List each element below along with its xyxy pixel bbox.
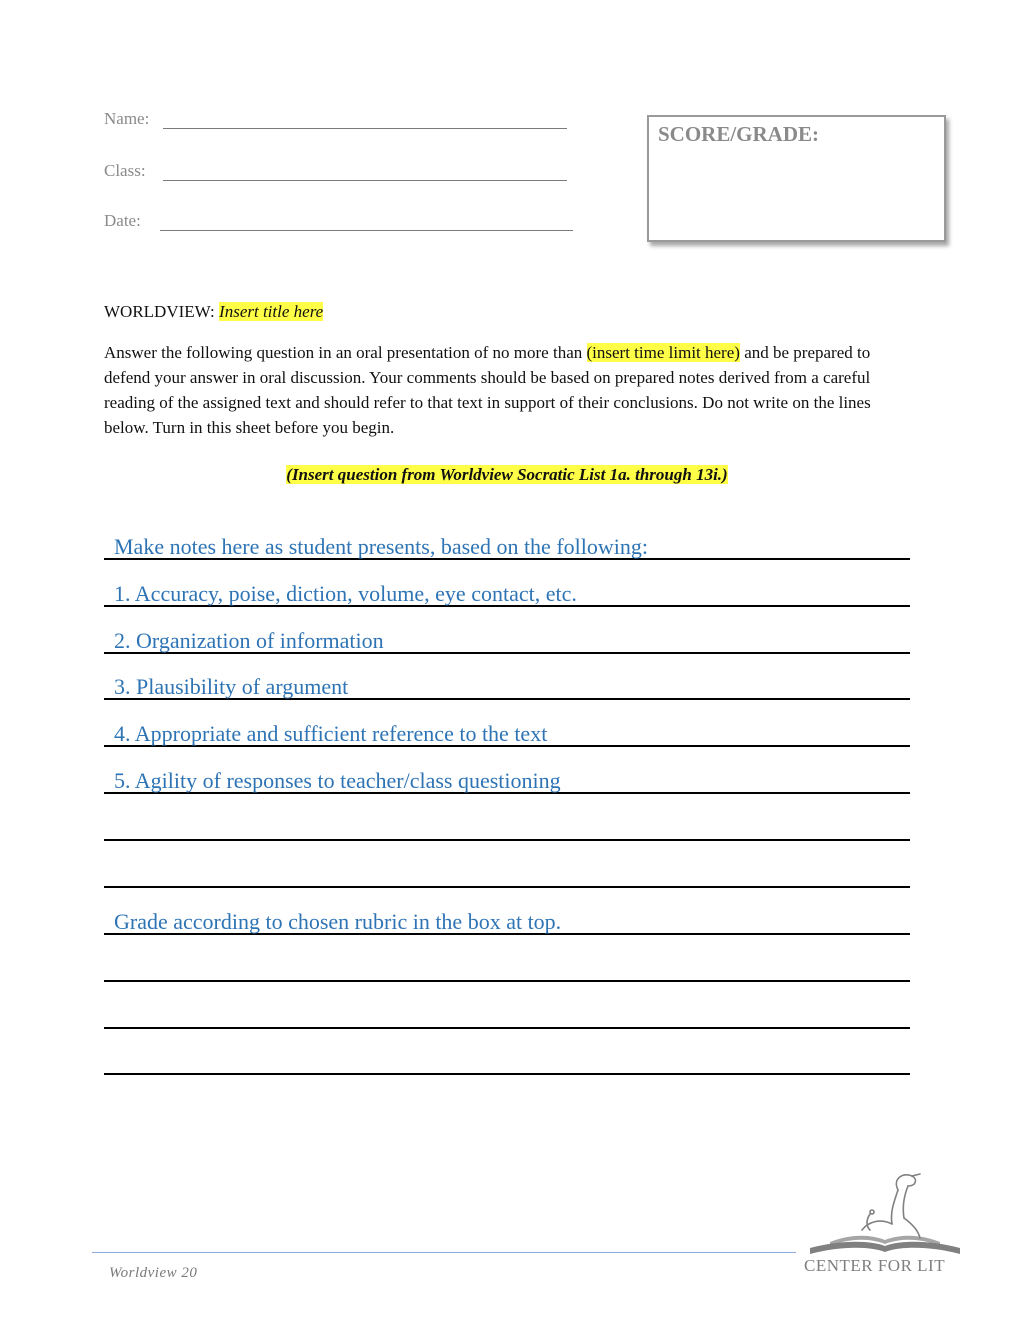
date-line[interactable] [160, 230, 573, 231]
note-line[interactable] [104, 705, 910, 747]
note-line[interactable] [104, 799, 910, 841]
note-line[interactable] [104, 940, 910, 982]
date-field[interactable] [104, 211, 141, 231]
note-text: 2. Organization of information [114, 628, 384, 653]
note-text: 1. Accuracy, poise, diction, volume, eye contact, etc. [114, 581, 577, 606]
footer-rule [92, 1252, 796, 1253]
question-placeholder: (Insert question from Worldview Socratic List 1a. through 13i.) [286, 465, 728, 484]
footer-page-label: Worldview 20 [109, 1265, 198, 1281]
note-line[interactable] [104, 1033, 910, 1075]
note-line[interactable] [104, 518, 910, 560]
title-placeholder: Insert title here [219, 302, 324, 321]
note-line[interactable] [104, 893, 910, 935]
center-for-lit-logo [800, 1168, 970, 1278]
worldview-prefix: WORLDVIEW: [104, 302, 220, 321]
name-field[interactable] [104, 109, 149, 129]
time-limit-placeholder: (insert time limit here) [586, 343, 740, 362]
class-line[interactable] [163, 180, 567, 181]
name-label: Name: [104, 109, 150, 128]
note-line[interactable] [104, 658, 910, 700]
note-text: 5. Agility of responses to teacher/class questioning [114, 768, 561, 793]
instructions-paragraph [104, 340, 914, 440]
class-field[interactable] [104, 161, 146, 181]
score-grade-label: SCORE/GRADE: [658, 122, 820, 146]
note-text: Grade according to chosen rubric in the box at top. [114, 909, 562, 934]
note-line[interactable] [104, 565, 910, 607]
class-label: Class: [104, 161, 146, 180]
note-text: 3. Plausibility of argument [114, 674, 349, 699]
worldview-title [104, 302, 323, 322]
note-line[interactable] [104, 987, 910, 1029]
instructions-part1: Answer the following question in an oral presentation of no more than [104, 343, 587, 362]
question-prompt [0, 465, 1014, 485]
note-line[interactable] [104, 846, 910, 888]
logo-text: CENTER FOR LIT [804, 1256, 946, 1275]
date-label: Date: [104, 211, 141, 230]
note-text: 4. Appropriate and sufficient reference to the text [114, 721, 548, 746]
note-line[interactable] [104, 612, 910, 654]
instructions-part2: and be prepared to defend your answer in oral discussion. Your comments should be based on prepared notes derived from a careful reading of the assigned text and should refer to that text in support of their conclusions. Do not write on the lines below. Turn in this sheet before you begin. [104, 343, 871, 437]
name-line[interactable] [163, 128, 567, 129]
note-line[interactable] [104, 752, 910, 794]
pelican-book-icon [800, 1168, 970, 1258]
note-text: Make notes here as student presents, based on the following: [114, 534, 648, 559]
score-grade-box[interactable] [647, 115, 946, 242]
